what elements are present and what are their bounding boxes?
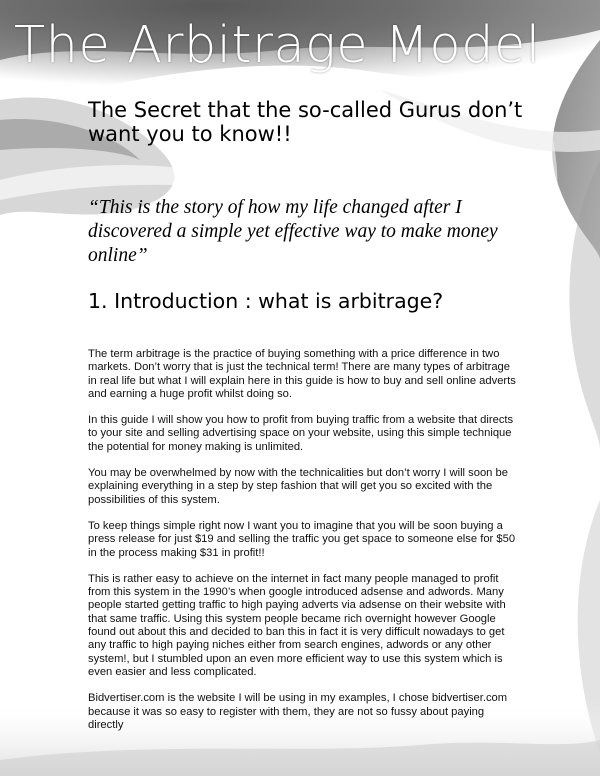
document-quote: “This is the story of how my life changed after I discovered a simple yet effective way to make money online” xyxy=(88,197,498,266)
document-subtitle: The Secret that the so-called Gurus don’t want you to know!! xyxy=(88,98,523,146)
paragraph: This is rather easy to achieve on the internet in fact many people managed to profit from this system in the 1990’s when google introduced adsense and adwords. Many people started getting traffic to high paying adverts via adsense on their website with that same traffic. Using this system people became rich overnight however Google found out about this and decided to ban this in fact it is very difficult nowadays to get any traffic to high paying niches either from search engines, adwords or any other system!, but I stumbled upon an even more efficient way to use this system which is even easier and less complicated. xyxy=(88,572,506,678)
paragraph: You may be overwhelmed by now with the technicalities but don’t worry I will soon be explaining everything in a step by step fashion that will get you so excited with the possibilities of this system. xyxy=(88,467,508,506)
paragraph: Bidvertiser.com is the website I will be using in my examples, I chose bidvertiser.com because it was so easy to register with them, they are not so fussy about paying directly xyxy=(88,692,508,731)
paragraph: In this guide I will show you how to profit from buying traffic from a website that directs to your site and selling advertising space on your website, using this simple technique the potential for money making is unlimited. xyxy=(88,414,514,453)
body-text xyxy=(88,348,516,745)
paragraph: The term arbitrage is the practice of buying something with a price difference in two markets. Don’t worry that is just the technical term! There are many types of arbitrage in real life but what I will explain here in this guide is how to buy and sell online adverts and earning a huge profit whilst doing so. xyxy=(88,348,516,400)
section-heading: 1. Introduction : what is arbitrage? xyxy=(88,289,444,313)
document-title: The Arbitrage Model xyxy=(14,16,541,75)
paragraph: To keep things simple right now I want you to imagine that you will be soon buying a press release for just $19 and selling the traffic you get space to someone else for $50 in the process making $31 in profit!! xyxy=(88,519,516,559)
